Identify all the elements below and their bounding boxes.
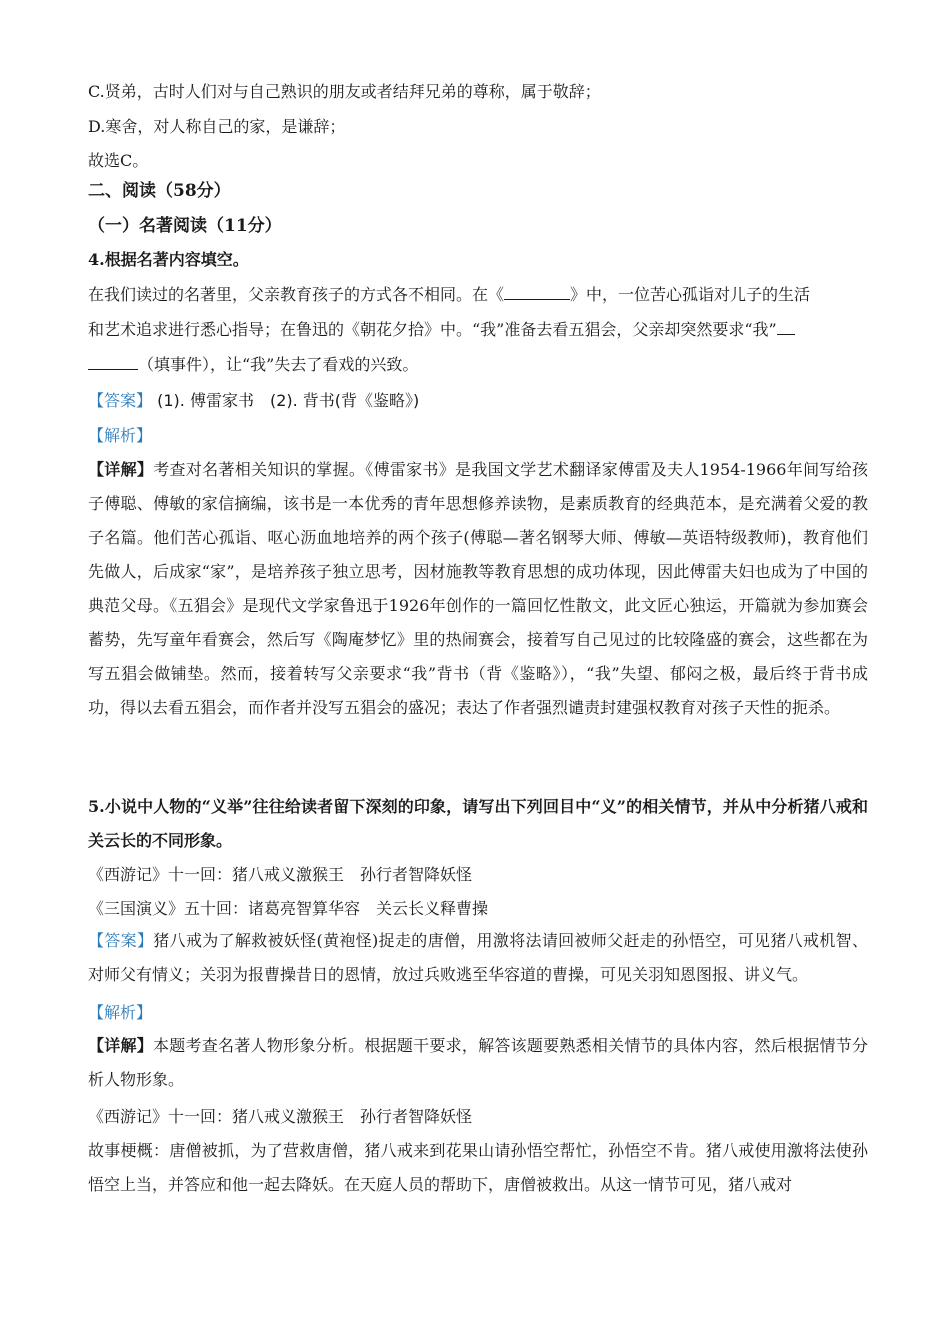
story-summary: [88, 1134, 868, 1202]
detail-label: 【详解】: [88, 460, 154, 479]
choose-answer-line: 故选C。: [88, 151, 149, 170]
answer-label: 【答案】: [88, 931, 154, 950]
question-4-text-line-3: [88, 355, 418, 375]
question-5-stem: [88, 790, 868, 858]
question-4-answer: [88, 391, 419, 411]
fill-blank-2a: [777, 320, 795, 335]
question-4-text-line-2: [88, 320, 795, 340]
question-4-text-a: 在我们读过的名著里，父亲教育孩子的方式各不相同。在《: [88, 285, 505, 304]
analysis-label: 【解析】: [88, 426, 153, 445]
answer-label: 【答案】: [88, 391, 153, 410]
question-5-answer: [88, 924, 868, 992]
chapter-xiyouji: 《西游记》十一回：猪八戒义激猴王 孙行者智降妖怪: [88, 865, 473, 884]
question-4-text-d: （填事件），让“我”失去了看戏的兴致。: [138, 355, 419, 374]
subsection-title-classics: （一）名著阅读（11分）: [88, 216, 282, 236]
question-4-detail: [88, 453, 868, 725]
detail-paragraph: [88, 453, 868, 725]
section-title-reading: 二、阅读（58分）: [88, 181, 231, 201]
question-4-stem: 4.根据名著内容填空。: [88, 250, 249, 269]
answer-text: (1). 傅雷家书 (2). 背书(背《鉴略》): [157, 391, 420, 410]
detail-paragraph: [88, 1029, 868, 1097]
question-4-analysis-label: [88, 426, 152, 446]
question-5-detail: [88, 1029, 868, 1097]
option-c-explanation: C.贤弟，古时人们对与自己熟识的朋友或者结拜兄弟的尊称，属于敬辞；: [88, 82, 601, 101]
question-4-text-b: 》中，一位苦心孤诣对儿子的生活: [570, 285, 811, 304]
detail-label: 【详解】: [88, 1036, 154, 1055]
story-text: 故事梗概：唐僧被抓，为了营救唐僧，猪八戒来到花果山请孙悟空帮忙，孙悟空不肯。猪八戒使用激将法使孙悟空上当，并答应和他一起去降妖。在天庭人员的帮助下，唐僧被救出。从这一情节可见，猪八戒对: [88, 1141, 868, 1194]
question-5-stem-text: 5.小说中人物的“义举”往往给读者留下深刻的印象，请写出下列回目中“义”的相关情节，并从中分析猪八戒和关云长的不同形象。: [88, 797, 868, 850]
answer-text: 猪八戒为了解救被妖怪(黄袍怪)捉走的唐僧，用激将法请回被师父赶走的孙悟空，可见猪八戒机智、对师父有情义；关羽为报曹操昔日的恩情，放过兵败逃至华容道的曹操，可见关羽知恩图报、讲义气。: [88, 931, 868, 984]
analysis-label: 【解析】: [88, 1003, 153, 1022]
fill-blank-1: [504, 285, 570, 300]
fill-blank-2b: [88, 355, 138, 370]
detail-text: 考查对名著相关知识的掌握。《傅雷家书》是我国文学艺术翻译家傅雷及夫人1954-1966年间写给孩子傅聪、傅敏的家信摘编，该书是一本优秀的青年思想修养读物，是素质教育的经典范本，是充满着父爱的教子名篇。他们苦心孤诣、呕心沥血地培养的两个孩子(傅聪—著名钢琴大师、傅敏—英语特级教师)，教育他们先做人，后成家“家”，是培养孩子独立思考，因材施教等教育思想的成功体现，因此傅雷夫妇也成为了中国的典范父母。《五猖会》是现代文学家鲁迅于1926年创作的一篇回忆性散文，此文匠心独运，开篇就为参加赛会蓄势，先写童年看赛会，然后写《陶庵梦忆》里的热闹赛会，接着写自己见过的比较隆盛的赛会，这些都在为写五猖会做铺垫。然而，接着转写父亲要求“我”背书（背《鉴略》），“我”失望、郁闷之极，最后终于背书成功，得以去看五猖会，而作者并没写五猖会的盛况；表达了作者强烈谴责封建强权教育对孩子天性的扼杀。: [88, 460, 868, 717]
question-4-text-c: 和艺术追求进行悉心指导；在鲁迅的《朝花夕拾》中。“我”准备去看五猖会，父亲却突然要求“我”: [88, 320, 777, 339]
answer-paragraph: [88, 924, 868, 992]
question-5-analysis-label: [88, 1003, 152, 1023]
detail-text: 本题考查名著人物形象分析。根据题干要求，解答该题要熟悉相关情节的具体内容，然后根据情节分析人物形象。: [88, 1036, 868, 1089]
question-4-text-line-1: [88, 285, 810, 305]
option-d-explanation: D.寒舍，对人称自己的家，是谦辞；: [88, 117, 346, 136]
chapter-sanguo: 《三国演义》五十回：诸葛亮智算华容 关云长义释曹操: [88, 899, 489, 918]
chapter-xiyouji-repeat: 《西游记》十一回：猪八戒义激猴王 孙行者智降妖怪: [88, 1107, 473, 1126]
